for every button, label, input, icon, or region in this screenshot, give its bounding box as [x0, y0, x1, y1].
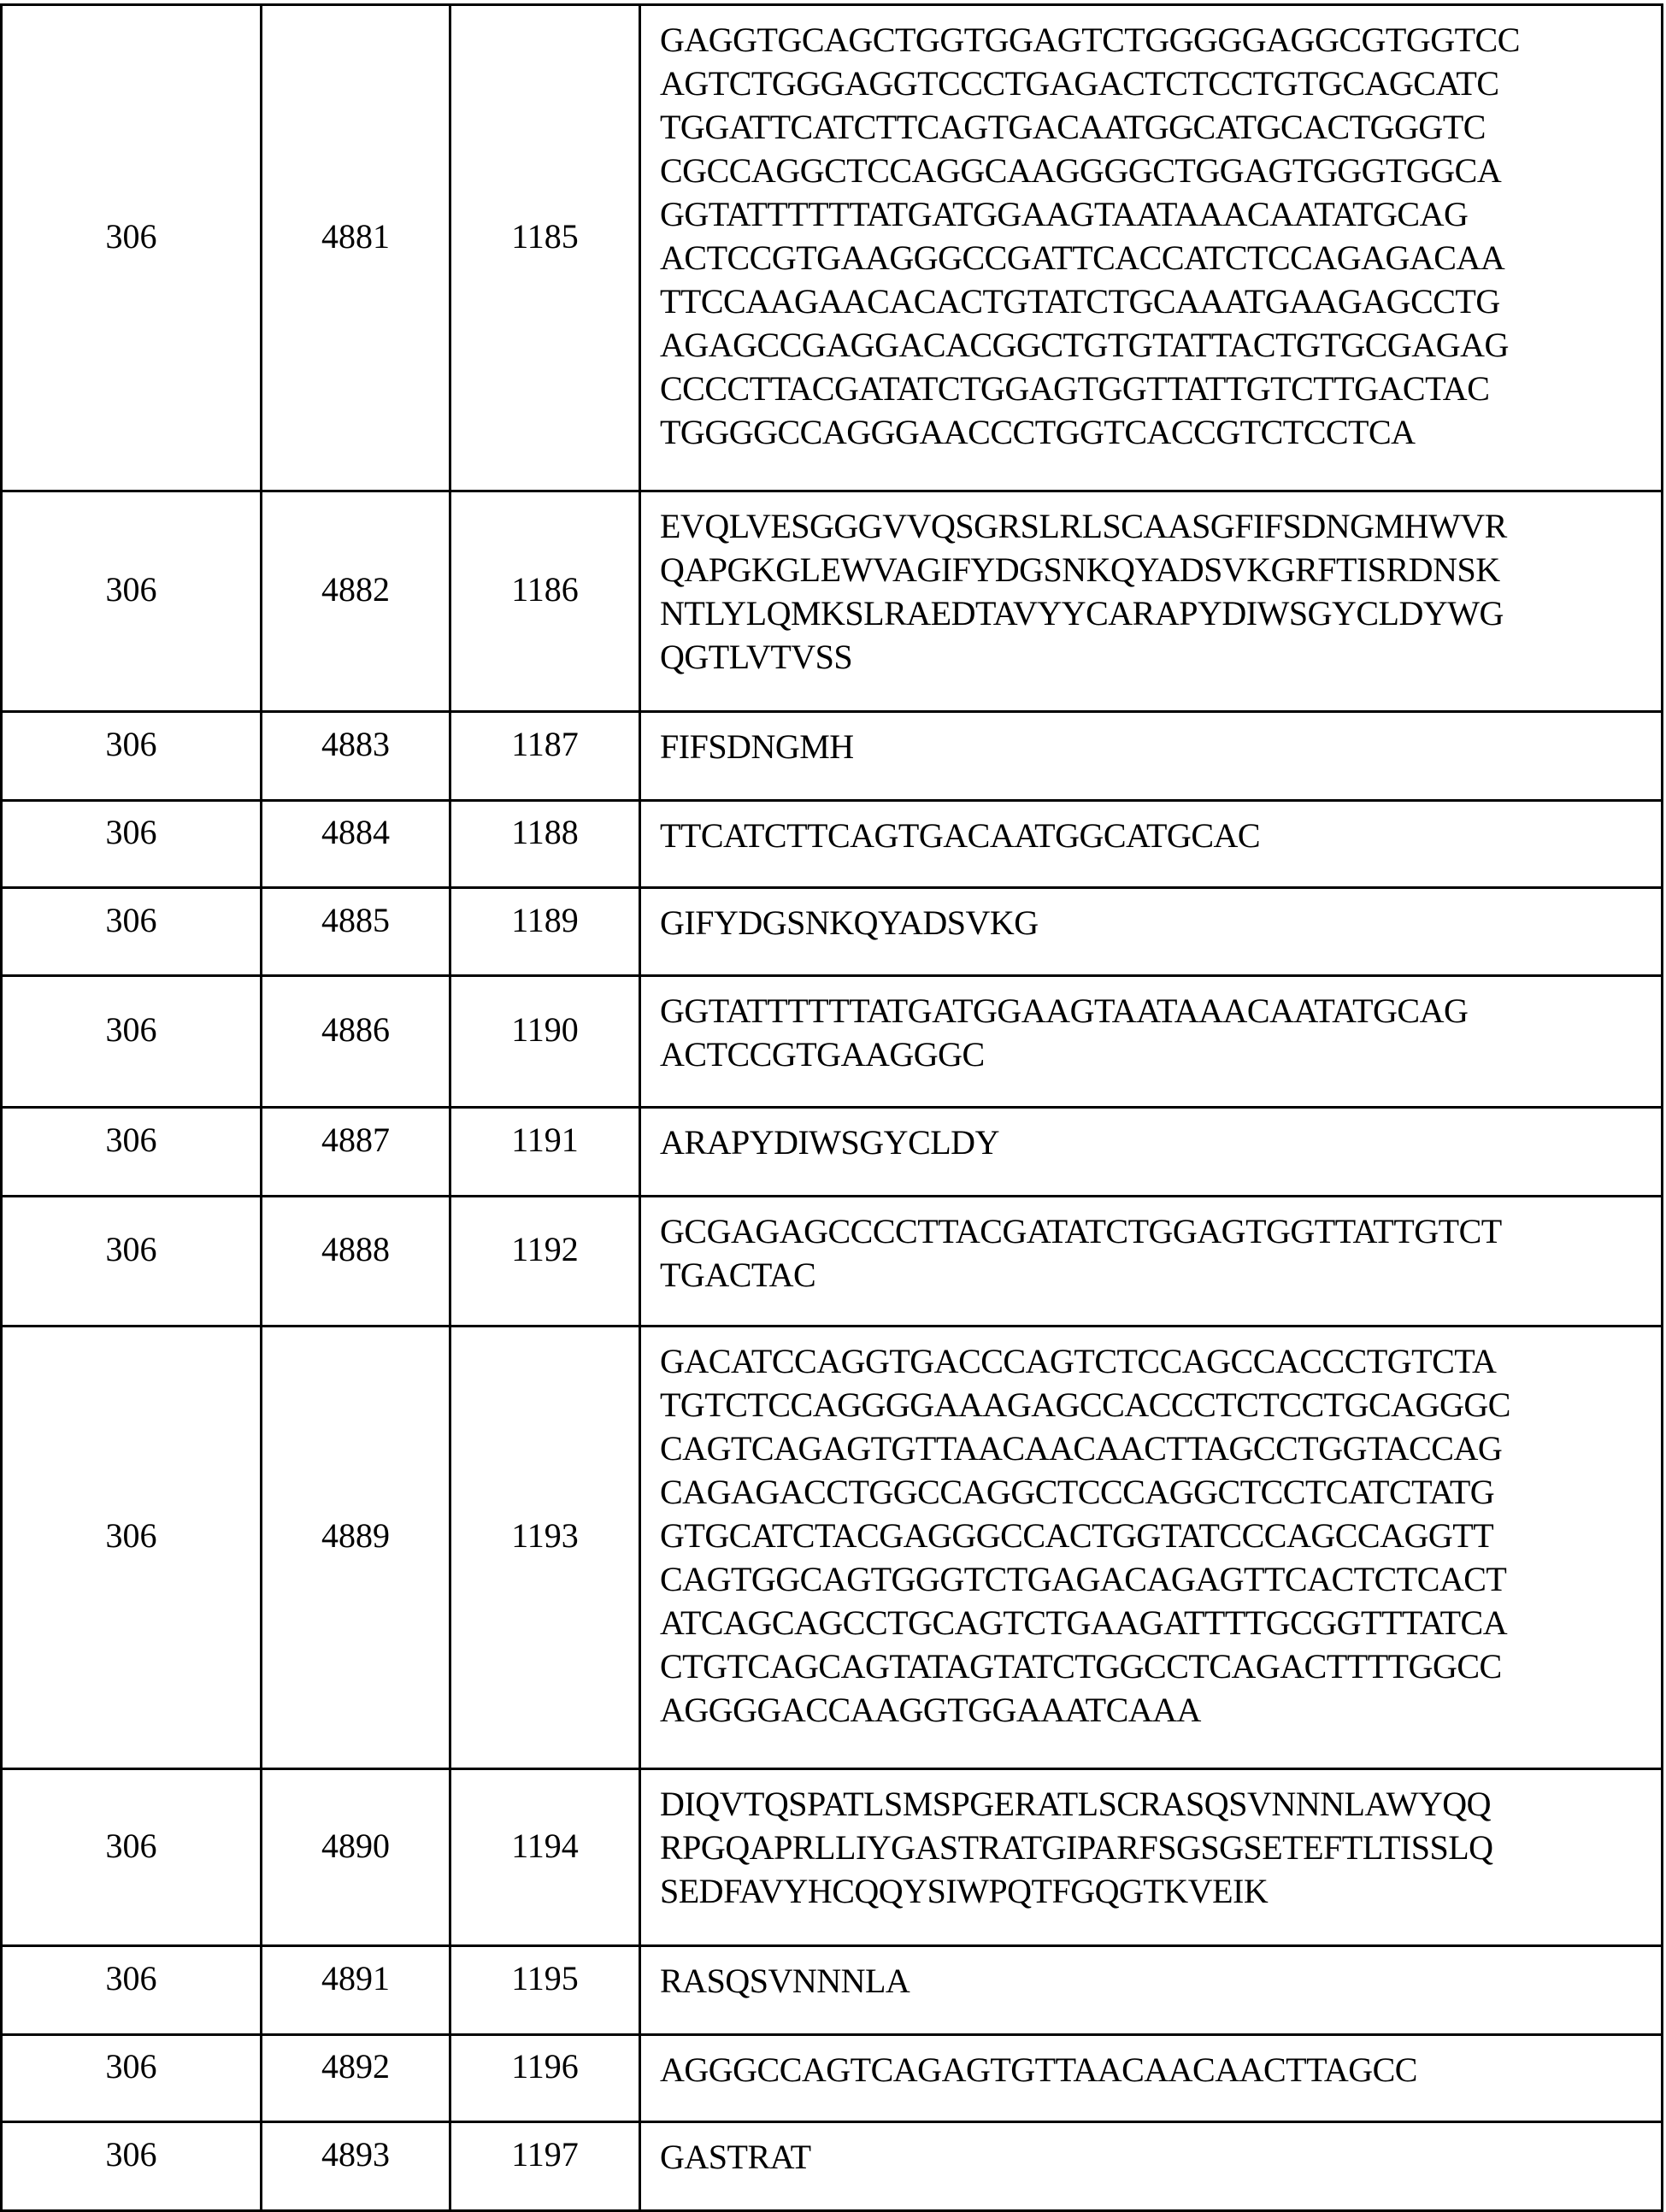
ref-number-cell: 1188: [450, 801, 640, 888]
sequence-line: GASTRAT: [660, 2135, 1661, 2179]
table-row: [2, 976, 1663, 1108]
table-row: [2, 2122, 1663, 2211]
seq-id-cell: 4886: [262, 976, 450, 1108]
table-row: [2, 1197, 1663, 1327]
sequence-line: GGTATTTTTTATGATGGAAGTAATAAACAATATGCAG: [660, 192, 1661, 236]
sequence-line: AGTCTGGGAGGTCCCTGAGACTCTCCTGTGCAGCATC: [660, 62, 1661, 105]
ref-number-cell: 1189: [450, 888, 640, 976]
sequence-cell: [640, 1946, 1663, 2035]
sequence-line: ACTCCGTGAAGGGC: [660, 1032, 1661, 1076]
sequence-line: RPGQAPRLLIYGASTRATGIPARFSGSGSETEFTLTISSLQ: [660, 1826, 1661, 1869]
sequence-cell: [640, 1769, 1663, 1946]
sequence-line: TTCCAAGAACACACTGTATCTGCAAATGAAGAGCCTG: [660, 279, 1661, 323]
seq-id-cell: 4885: [262, 888, 450, 976]
seq-id-cell: 4891: [262, 1946, 450, 2035]
sequence-line: GACATCCAGGTGACCCAGTCTCCAGCCACCCTGTCTA: [660, 1339, 1661, 1383]
sequence-table: [0, 3, 1663, 2212]
table-number-cell: 306: [2, 1769, 262, 1946]
sequence-line: CTGTCAGCAGTATAGTATCTGGCCTCAGACTTTTGGCC: [660, 1644, 1661, 1688]
sequence-line: QAPGKGLEWVAGIFYDGSNKQYADSVKGRFTISRDNSK: [660, 548, 1661, 591]
sequence-line: ATCAGCAGCCTGCAGTCTGAAGATTTTGCGGTTTATCA: [660, 1601, 1661, 1644]
sequence-line: TGTCTCCAGGGGAAAGAGCCACCCTCTCCTGCAGGGC: [660, 1383, 1661, 1427]
sequence-line: CAGAGACCTGGCCAGGCTCCCAGGCTCCTCATCTATG: [660, 1470, 1661, 1514]
ref-number-cell: 1185: [450, 5, 640, 491]
ref-number-cell: 1191: [450, 1108, 640, 1197]
seq-id-cell: 4893: [262, 2122, 450, 2211]
sequence-line: AGAGCCGAGGACACGGCTGTGTATTACTGTGCGAGAG: [660, 323, 1661, 367]
sequence-line: CAGTCAGAGTGTTAACAACAACTTAGCCTGGTACCAG: [660, 1427, 1661, 1470]
sequence-cell: [640, 976, 1663, 1108]
table-row: [2, 491, 1663, 712]
sequence-line: CGCCAGGCTCCAGGCAAGGGGCTGGAGTGGGTGGCA: [660, 149, 1661, 192]
sequence-cell: [640, 712, 1663, 801]
sequence-line: AGGGCCAGTCAGAGTGTTAACAACAACTTAGCC: [660, 2048, 1661, 2091]
table-number-cell: 306: [2, 1327, 262, 1769]
sequence-cell: [640, 1108, 1663, 1197]
table-row: [2, 1108, 1663, 1197]
sequence-line: GAGGTGCAGCTGGTGGAGTCTGGGGGAGGCGTGGTCC: [660, 18, 1661, 62]
seq-id-cell: 4889: [262, 1327, 450, 1769]
table-number-cell: 306: [2, 1946, 262, 2035]
table-number-cell: 306: [2, 5, 262, 491]
table-row: [2, 888, 1663, 976]
sequence-line: GIFYDGSNKQYADSVKG: [660, 901, 1661, 944]
ref-number-cell: 1194: [450, 1769, 640, 1946]
sequence-cell: [640, 2035, 1663, 2122]
ref-number-cell: 1193: [450, 1327, 640, 1769]
sequence-cell: [640, 491, 1663, 712]
ref-number-cell: 1197: [450, 2122, 640, 2211]
table-number-cell: 306: [2, 1108, 262, 1197]
sequence-line: CAGTGGCAGTGGGTCTGAGACAGAGTTCACTCTCACT: [660, 1557, 1661, 1601]
table-number-cell: 306: [2, 2122, 262, 2211]
sequence-line: SEDFAVYHCQQYSIWPQTFGQGTKVEIK: [660, 1869, 1661, 1913]
sequence-line: DIQVTQSPATLSMSPGERATLSCRASQSVNNNLAWYQQ: [660, 1782, 1661, 1826]
sequence-line: GGTATTTTTTATGATGGAAGTAATAAACAATATGCAG: [660, 989, 1661, 1032]
sequence-cell: [640, 801, 1663, 888]
sequence-line: GCGAGAGCCCCTTACGATATCTGGAGTGGTTATTGTCT: [660, 1209, 1661, 1253]
sequence-line: GTGCATCTACGAGGGCCACTGGTATCCCAGCCAGGTT: [660, 1514, 1661, 1557]
sequence-line: EVQLVESGGGVVQSGRSLRLSCAASGFIFSDNGMHWVR: [660, 504, 1661, 548]
table-number-cell: 306: [2, 491, 262, 712]
table-row: [2, 2035, 1663, 2122]
sequence-line: ARAPYDIWSGYCLDY: [660, 1121, 1661, 1164]
table-row: [2, 1946, 1663, 2035]
table-number-cell: 306: [2, 1197, 262, 1327]
table-body: [2, 5, 1663, 2211]
sequence-cell: [640, 1197, 1663, 1327]
sequence-line: TTCATCTTCAGTGACAATGGCATGCAC: [660, 814, 1661, 857]
sequence-line: TGGGGCCAGGGAACCCTGGTCACCGTCTCCTCA: [660, 410, 1661, 454]
sequence-cell: [640, 5, 1663, 491]
sequence-line: AGGGGACCAAGGTGGAAATCAAA: [660, 1688, 1661, 1732]
table-row: [2, 5, 1663, 491]
sequence-line: QGTLVTVSS: [660, 635, 1661, 679]
sequence-line: NTLYLQMKSLRAEDTAVYYCARAPYDIWSGYCLDYWG: [660, 591, 1661, 635]
ref-number-cell: 1187: [450, 712, 640, 801]
seq-id-cell: 4884: [262, 801, 450, 888]
table-row: [2, 801, 1663, 888]
sequence-line: TGACTAC: [660, 1253, 1661, 1297]
seq-id-cell: 4881: [262, 5, 450, 491]
sequence-line: FIFSDNGMH: [660, 725, 1661, 768]
table-number-cell: 306: [2, 801, 262, 888]
seq-id-cell: 4892: [262, 2035, 450, 2122]
ref-number-cell: 1192: [450, 1197, 640, 1327]
ref-number-cell: 1195: [450, 1946, 640, 2035]
seq-id-cell: 4883: [262, 712, 450, 801]
sequence-cell: [640, 1327, 1663, 1769]
sequence-line: ACTCCGTGAAGGGCCGATTCACCATCTCCAGAGACAA: [660, 236, 1661, 279]
sequence-cell: [640, 2122, 1663, 2211]
table-number-cell: 306: [2, 2035, 262, 2122]
seq-id-cell: 4890: [262, 1769, 450, 1946]
seq-id-cell: 4882: [262, 491, 450, 712]
table-number-cell: 306: [2, 712, 262, 801]
sequence-line: TGGATTCATCTTCAGTGACAATGGCATGCACTGGGTC: [660, 105, 1661, 149]
sequence-line: RASQSVNNNLA: [660, 1959, 1661, 2003]
seq-id-cell: 4888: [262, 1197, 450, 1327]
ref-number-cell: 1186: [450, 491, 640, 712]
table-row: [2, 1769, 1663, 1946]
ref-number-cell: 1196: [450, 2035, 640, 2122]
table-row: [2, 712, 1663, 801]
seq-id-cell: 4887: [262, 1108, 450, 1197]
table-number-cell: 306: [2, 888, 262, 976]
table-row: [2, 1327, 1663, 1769]
table-number-cell: 306: [2, 976, 262, 1108]
sequence-cell: [640, 888, 1663, 976]
sequence-line: CCCCTTACGATATCTGGAGTGGTTATTGTCTTGACTAC: [660, 367, 1661, 410]
ref-number-cell: 1190: [450, 976, 640, 1108]
